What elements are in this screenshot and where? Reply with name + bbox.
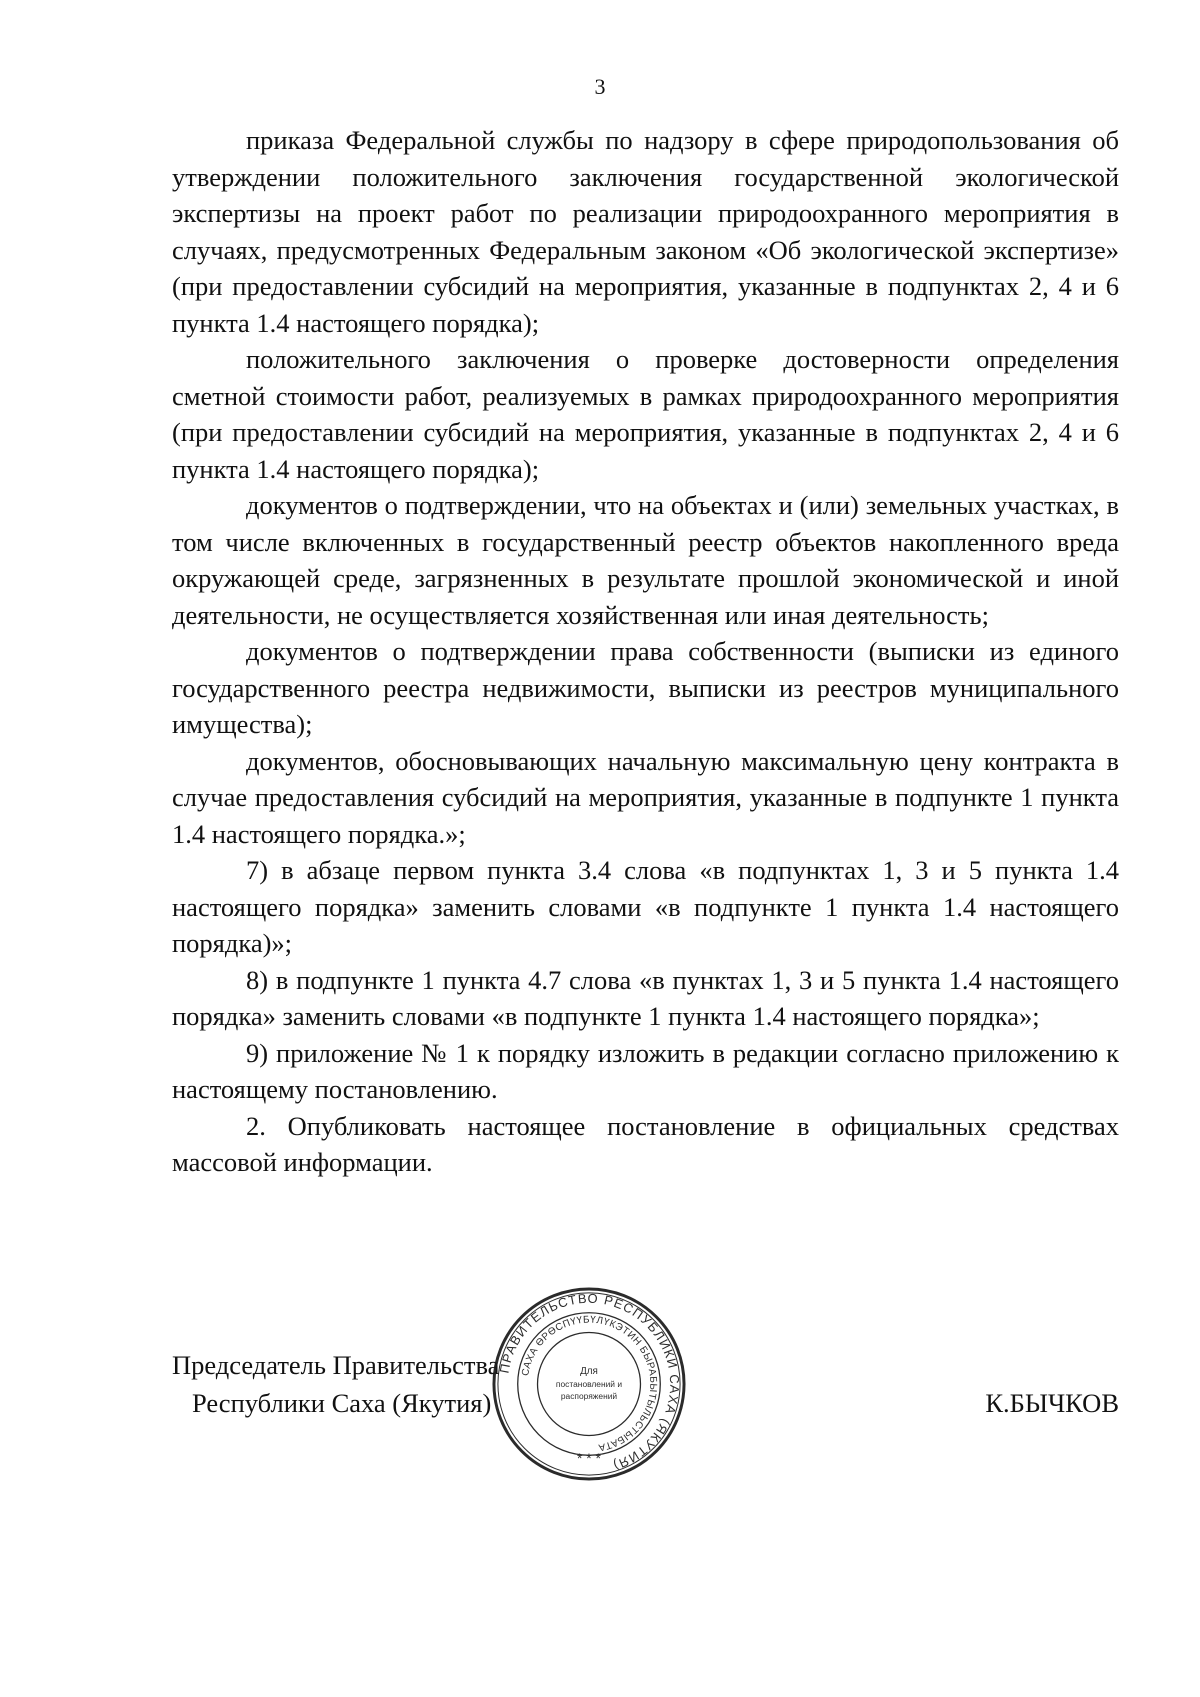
seal-center-line-2: постановлений и [555, 1378, 623, 1389]
seal-center-line-1: Для [580, 1366, 598, 1378]
paragraph-7: 8) в подпункте 1 пункта 4.7 слова «в пунктах 1, 3 и 5 пункта 1.4 настоящего порядка» заменить словами «в подпункте 1 пункта 1.4 настоящего порядка»; [172, 964, 1119, 1031]
signatory-name: К.БЫЧКОВ [985, 1388, 1119, 1418]
official-seal [490, 1285, 688, 1483]
paragraph-9: 2. Опубликовать настоящее постановление в официальных средствах массовой информации. [172, 1110, 1119, 1177]
seal-outer-text: ПРАВИТЕЛЬСТВО РЕСПУБЛИКИ САХА (ЯКУТИЯ) [496, 1290, 683, 1474]
paragraph-8: 9) приложение № 1 к порядку изложить в редакции согласно приложению к настоящему постановлению. [172, 1037, 1119, 1104]
signatory-title-line-2: Республики Саха (Якутия) [192, 1388, 492, 1418]
paragraph-4: документов о подтверждении права собственности (выписки из единого государственного реестра недвижимости, выписки из реестров муниципального имущества); [172, 636, 1119, 739]
paragraph-1: приказа Федеральной службы по надзору в сфере природопользования об утверждении положительного заключения государственной экологической экспертизы на проект работ по реализации природоохранного мероприятия в случаях, предусмотренных Федеральным законом «Об экологической экспертизе» (при предоставлении субсидий на мероприятия, указанные в подпунктах 2, 4 и 6 пункта 1.4 настоящего порядка); [172, 125, 1119, 338]
paragraph-2: положительного заключения о проверке достоверности определения сметной стоимости работ, реализуемых в рамках природоохранного мероприятия (при предоставлении субсидий на мероприятия, указанные в подпунктах 2, 4 и 6 пункта 1.4 настоящего порядка); [172, 344, 1119, 484]
seal-inner-text: САХА ӨРӨСПҮҮБҮЛҮКЭТИН БЫРАБЫТЫЛЬСТЫБАТА [520, 1314, 659, 1453]
paragraph-5: документов, обосновывающих начальную максимальную цену контракта в случае предоставления субсидий на мероприятия, указанные в подпункте 1 пункта 1.4 настоящего порядка.»; [172, 745, 1119, 849]
signatory-title-line-1: Председатель Правительства [172, 1350, 500, 1380]
page-number: 3 [594, 74, 606, 99]
seal-stars: * * * [577, 1450, 601, 1467]
paragraph-6: 7) в абзаце первом пункта 3.4 слова «в подпунктах 1, 3 и 5 пункта 1.4 настоящего порядка» заменить словами «в подпункте 1 пункта 1.4 настоящего порядка)»; [172, 855, 1119, 958]
seal-center-line-3: распоряжений [560, 1390, 618, 1401]
body-text [172, 122, 1119, 1181]
paragraph-3: документов о подтверждении, что на объектах и (или) земельных участках, в том числе включенных в государственный реестр объектов накопленного вреда окружающей среде, загрязненных в результате прошлой экономической и иной деятельности, не осуществляется хозяйственная или иная деятельность; [172, 490, 1119, 630]
